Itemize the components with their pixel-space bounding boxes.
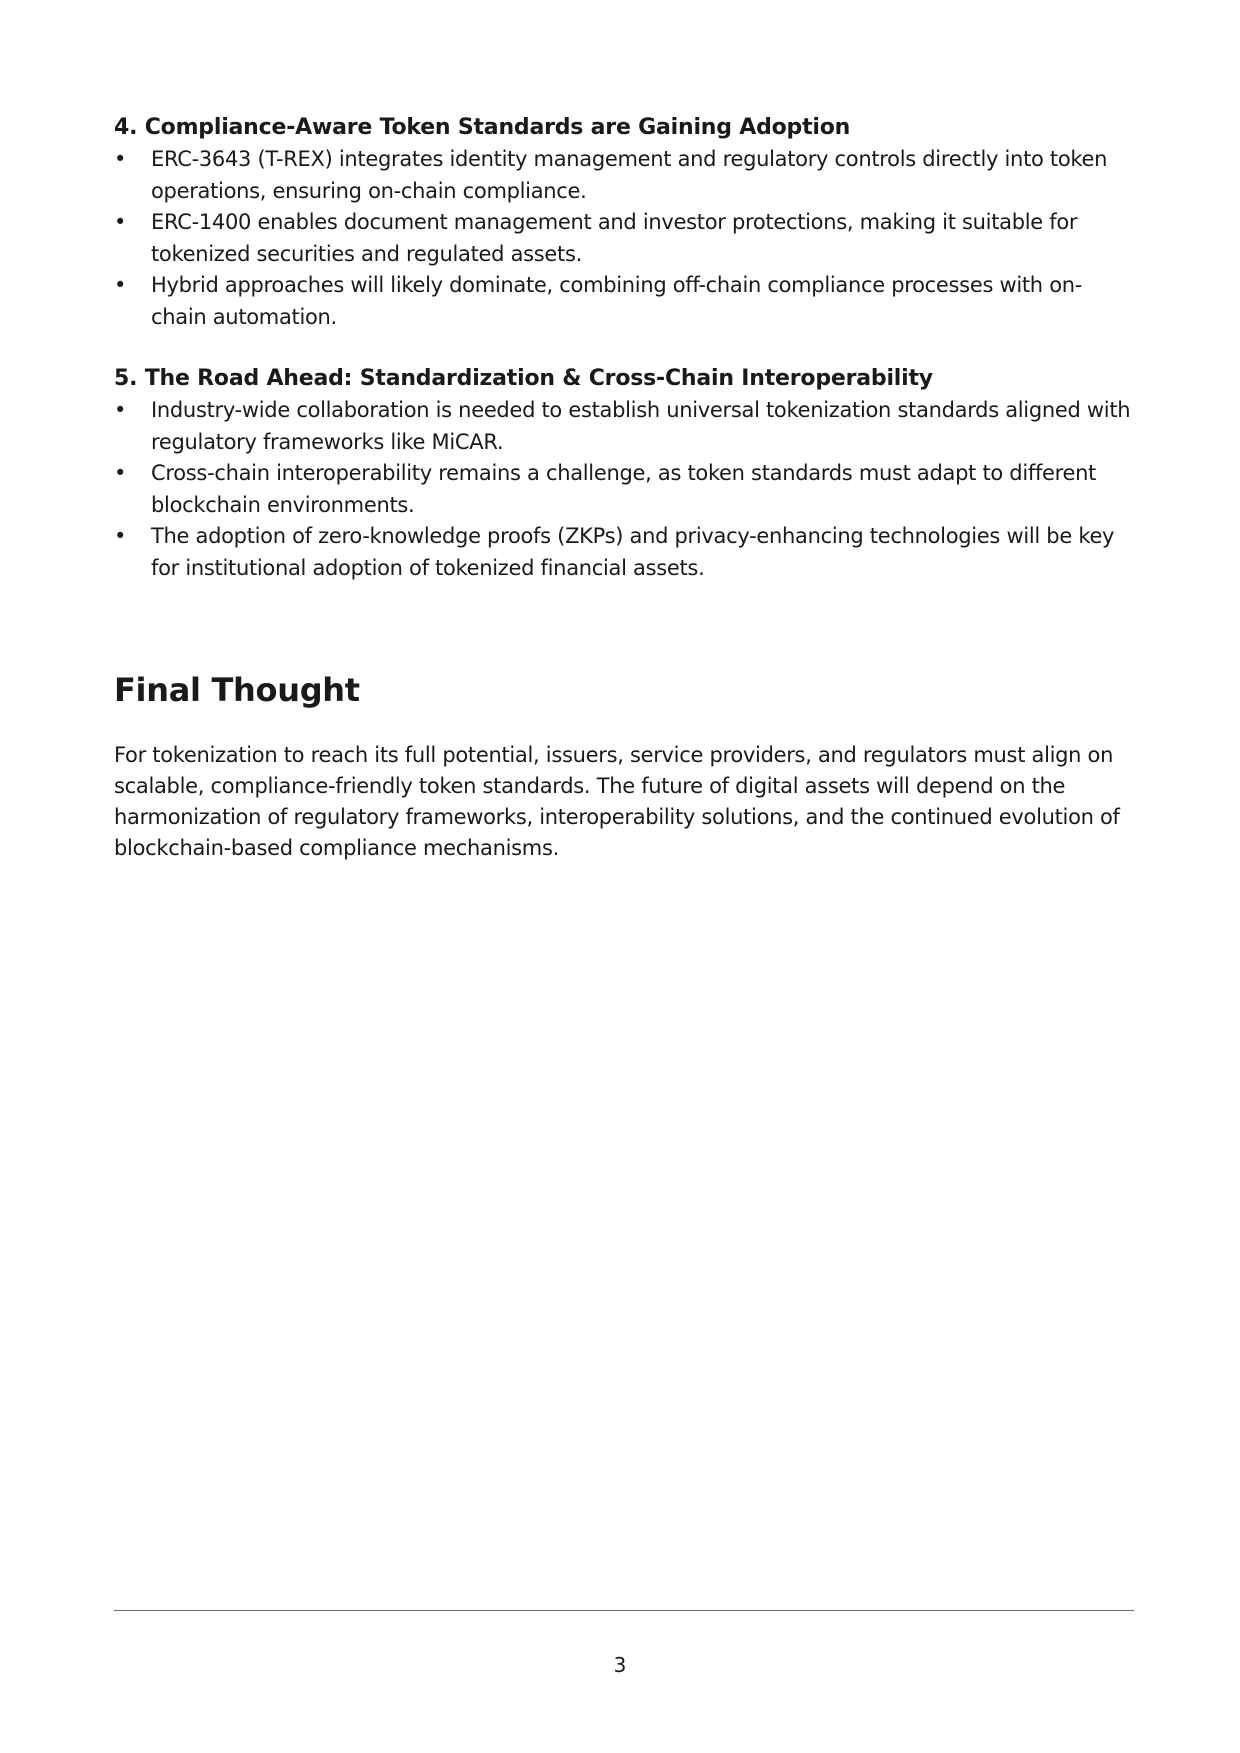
bullet-icon: • <box>114 524 127 548</box>
final-thought-paragraph: For tokenization to reach its full potential, issuers, service providers, and regulators must align on scalable, compliance-friendly token standards. The future of digital assets will depend on the harmonization of regulatory frameworks, interoperability solutions, and the continued evolution of blockchain-based compliance mechanisms. <box>114 743 1120 860</box>
list-item-text: Hybrid approaches will likely dominate, combining off-chain compliance processes with on-chain automation. <box>151 273 1083 329</box>
list-item <box>114 207 1134 270</box>
section-4-bullet-list <box>114 144 1134 333</box>
bullet-icon: • <box>114 147 127 171</box>
bullet-icon: • <box>114 210 127 234</box>
bullet-icon: • <box>114 273 127 297</box>
document-page <box>114 112 1134 584</box>
list-item <box>114 395 1134 458</box>
list-item-text: Cross-chain interoperability remains a challenge, as token standards must adapt to different blockchain environments. <box>151 461 1097 517</box>
bullet-icon: • <box>114 398 127 422</box>
list-item <box>114 270 1134 333</box>
section-5-bullet-list <box>114 395 1134 584</box>
section-4-heading: 4. Compliance-Aware Token Standards are Gaining Adoption <box>114 115 851 140</box>
list-item-text: ERC-1400 enables document management and investor protections, making it suitable for tokenized securities and regulated assets. <box>151 210 1078 266</box>
list-item-text: Industry-wide collaboration is needed to establish universal tokenization standards aligned with regulatory frameworks like MiCAR. <box>151 398 1131 454</box>
section-5-heading: 5. The Road Ahead: Standardization & Cross-Chain Interoperability <box>114 366 933 391</box>
list-item-text: ERC-3643 (T-REX) integrates identity management and regulatory controls directly into token operations, ensuring on-chain compliance. <box>151 147 1108 203</box>
section-road-ahead <box>114 363 1134 584</box>
bullet-icon: • <box>114 461 127 485</box>
list-item <box>114 521 1134 584</box>
page-number: 3 <box>613 1653 627 1677</box>
list-item-text: The adoption of zero-knowledge proofs (ZKPs) and privacy-enhancing technologies will be key for institutional adoption of tokenized financial assets. <box>151 524 1115 580</box>
footer-divider <box>114 1610 1134 1611</box>
list-item <box>114 458 1134 521</box>
list-item <box>114 144 1134 207</box>
final-thought-heading: Final Thought <box>114 671 360 709</box>
section-compliance-aware-token-standards <box>114 112 1134 333</box>
